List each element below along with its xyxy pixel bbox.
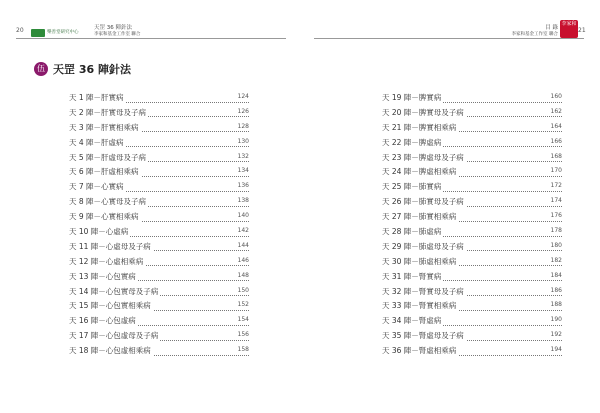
toc-entry-title: 天 18 陣－心包虛相乘病 bbox=[69, 346, 151, 356]
section-title: 天罡 36 陣針法 bbox=[53, 63, 131, 76]
toc-entry-page: 166 bbox=[550, 137, 562, 145]
section-badge: 伍 bbox=[34, 62, 48, 76]
toc-entry-page: 136 bbox=[237, 182, 249, 190]
toc-entry-page: 176 bbox=[550, 212, 562, 220]
toc-entry-title: 天 19 陣－脾實病 bbox=[382, 93, 442, 102]
toc-entry[interactable] bbox=[69, 164, 249, 179]
header-divider-left bbox=[16, 38, 286, 39]
toc-entry[interactable] bbox=[382, 269, 562, 284]
toc-entry-title: 天 3 陣－肝實相乘病 bbox=[69, 122, 139, 132]
toc-entry-title: 天 31 陣－腎實病 bbox=[382, 271, 442, 281]
toc-entry-page: 154 bbox=[237, 316, 249, 324]
toc-entry-page: 182 bbox=[550, 256, 562, 264]
toc-entry[interactable] bbox=[382, 284, 562, 299]
toc-entry[interactable] bbox=[69, 298, 249, 313]
toc-entry-page: 192 bbox=[550, 331, 562, 339]
toc-entry[interactable] bbox=[69, 254, 249, 269]
toc-entry[interactable] bbox=[382, 328, 562, 343]
toc-entry-page: 132 bbox=[237, 152, 249, 160]
left-page-number: 20 bbox=[16, 27, 24, 34]
toc-entry-title: 天 35 陣－腎虛母及子病 bbox=[382, 331, 464, 341]
toc-entry-title: 天 15 陣－心包實相乘病 bbox=[69, 301, 151, 311]
toc-entry-page: 124 bbox=[237, 93, 249, 100]
toc-entry[interactable] bbox=[382, 164, 562, 179]
toc-entry-title: 天 16 陣－心包虛病 bbox=[69, 316, 136, 326]
toc-entry-title: 天 14 陣－心包實母及子病 bbox=[69, 286, 159, 296]
toc-entry-title: 天 33 陣－腎實相乘病 bbox=[382, 301, 457, 311]
toc-entry-title: 天 30 陣－肺虛相乘病 bbox=[382, 256, 457, 266]
toc-entry[interactable] bbox=[69, 269, 249, 284]
toc-entry[interactable] bbox=[382, 343, 562, 358]
toc-entry[interactable] bbox=[69, 209, 249, 224]
toc-entry[interactable] bbox=[69, 105, 249, 120]
toc-entry-title: 天 1 陣－肝實病 bbox=[69, 93, 124, 102]
toc-entry-page: 134 bbox=[237, 167, 249, 175]
toc-column-left bbox=[69, 90, 249, 358]
toc-entry[interactable] bbox=[382, 224, 562, 239]
toc-entry-page: 186 bbox=[550, 286, 562, 294]
toc-entry-title: 天 13 陣－心包實病 bbox=[69, 271, 136, 281]
toc-entry[interactable] bbox=[69, 224, 249, 239]
organization-logo-icon bbox=[31, 29, 45, 37]
toc-entry[interactable] bbox=[382, 298, 562, 313]
toc-entry-title: 天 20 陣－脾實母及子病 bbox=[382, 107, 464, 117]
toc-entry-page: 168 bbox=[550, 152, 562, 160]
toc-entry-page: 126 bbox=[237, 107, 249, 115]
toc-entry[interactable] bbox=[69, 239, 249, 254]
toc-entry-title: 天 2 陣－肝實母及子病 bbox=[69, 107, 147, 117]
toc-entry-page: 150 bbox=[237, 286, 249, 294]
toc-entry-page: 144 bbox=[237, 241, 249, 249]
toc-entry-page: 180 bbox=[550, 241, 562, 249]
toc-entry[interactable] bbox=[382, 150, 562, 165]
toc-entry-page: 170 bbox=[550, 167, 562, 175]
toc-entry-page: 158 bbox=[237, 346, 249, 354]
toc-entry-title: 天 5 陣－肝虛母及子病 bbox=[69, 152, 147, 162]
toc-entry-page: 190 bbox=[550, 316, 562, 324]
toc-entry[interactable] bbox=[382, 239, 562, 254]
toc-entry[interactable] bbox=[382, 313, 562, 328]
organization-name: 樂善堂研究中心 bbox=[47, 30, 79, 35]
toc-entry-page: 172 bbox=[550, 182, 562, 190]
toc-entry[interactable] bbox=[382, 135, 562, 150]
toc-entry[interactable] bbox=[69, 284, 249, 299]
right-running-header bbox=[470, 20, 580, 40]
toc-entry-title: 天 4 陣－肝虛病 bbox=[69, 137, 124, 147]
toc-entry-page: 184 bbox=[550, 271, 562, 279]
toc-entry-page: 160 bbox=[550, 93, 562, 100]
toc-entry-page: 164 bbox=[550, 122, 562, 130]
toc-entry-title: 天 24 陣－脾虛相乘病 bbox=[382, 167, 457, 177]
toc-column-right bbox=[382, 90, 562, 358]
toc-entry-page: 142 bbox=[237, 227, 249, 235]
directory-label: 目 錄 bbox=[545, 25, 558, 31]
toc-entry-title: 天 8 陣－心實母及子病 bbox=[69, 197, 147, 207]
toc-entry-page: 146 bbox=[237, 256, 249, 264]
toc-entry[interactable] bbox=[69, 135, 249, 150]
publisher-left: 李家和基金工作室 聯合 bbox=[94, 32, 141, 37]
toc-entry-page: 156 bbox=[237, 331, 249, 339]
toc-entry-title: 天 21 陣－脾實相乘病 bbox=[382, 122, 457, 132]
toc-entry[interactable] bbox=[69, 194, 249, 209]
toc-entry-title: 天 6 陣－肝虛相乘病 bbox=[69, 167, 139, 177]
toc-entry[interactable] bbox=[382, 209, 562, 224]
toc-entry[interactable] bbox=[382, 254, 562, 269]
toc-entry-page: 162 bbox=[550, 107, 562, 115]
toc-entry-title: 天 32 陣－腎實母及子病 bbox=[382, 286, 464, 296]
toc-entry-title: 天 34 陣－腎虛病 bbox=[382, 316, 442, 326]
toc-entry-page: 178 bbox=[550, 227, 562, 235]
toc-entry-title: 天 28 陣－肺虛病 bbox=[382, 227, 442, 237]
book-title: 天罡 36 陣針法 bbox=[94, 25, 132, 31]
toc-entry-page: 140 bbox=[237, 212, 249, 220]
toc-entry-title: 天 36 陣－腎虛相乘病 bbox=[382, 346, 457, 356]
toc-entry-title: 天 27 陣－肺實相乘病 bbox=[382, 212, 457, 222]
toc-entry-title: 天 29 陣－肺虛母及子病 bbox=[382, 241, 464, 251]
toc-entry[interactable] bbox=[69, 179, 249, 194]
publisher-right: 李家和基金工作室 聯合 bbox=[511, 32, 558, 37]
toc-entry-page: 130 bbox=[237, 137, 249, 145]
toc-entry-page: 128 bbox=[237, 122, 249, 130]
toc-entry[interactable] bbox=[69, 120, 249, 135]
toc-entry[interactable] bbox=[382, 194, 562, 209]
toc-entry-title: 天 25 陣－肺實病 bbox=[382, 182, 442, 192]
toc-entry-title: 天 23 陣－脾虛母及子病 bbox=[382, 152, 464, 162]
toc-entry-title: 天 26 陣－肺實母及子病 bbox=[382, 197, 464, 207]
toc-entry[interactable] bbox=[382, 105, 562, 120]
toc-entry-title: 天 22 陣－脾虛病 bbox=[382, 137, 442, 147]
toc-entry[interactable] bbox=[69, 328, 249, 343]
toc-entry-title: 天 12 陣－心虛相乘病 bbox=[69, 256, 144, 266]
toc-entry[interactable] bbox=[69, 343, 249, 358]
toc-entry-page: 194 bbox=[550, 346, 562, 354]
toc-entry-page: 152 bbox=[237, 301, 249, 309]
toc-entry-page: 188 bbox=[550, 301, 562, 309]
toc-entry-title: 天 10 陣－心虛病 bbox=[69, 227, 129, 237]
toc-entry[interactable] bbox=[382, 179, 562, 194]
toc-entry-title: 天 11 陣－心虛母及子病 bbox=[69, 241, 151, 251]
right-page-number: 21 bbox=[578, 27, 586, 34]
toc-entry[interactable] bbox=[382, 90, 562, 105]
toc-entry[interactable] bbox=[69, 90, 249, 105]
toc-entry-title: 天 17 陣－心包虛母及子病 bbox=[69, 331, 159, 341]
toc-entry[interactable] bbox=[69, 313, 249, 328]
toc-entry-title: 天 7 陣－心實病 bbox=[69, 182, 124, 192]
toc-entry-title: 天 9 陣－心實相乘病 bbox=[69, 212, 139, 222]
toc-entry-page: 174 bbox=[550, 197, 562, 205]
toc-entry-page: 138 bbox=[237, 197, 249, 205]
seal-icon: 李家和 bbox=[560, 20, 578, 38]
toc-entry[interactable] bbox=[69, 150, 249, 165]
toc-entry[interactable] bbox=[382, 120, 562, 135]
toc-entry-page: 148 bbox=[237, 271, 249, 279]
